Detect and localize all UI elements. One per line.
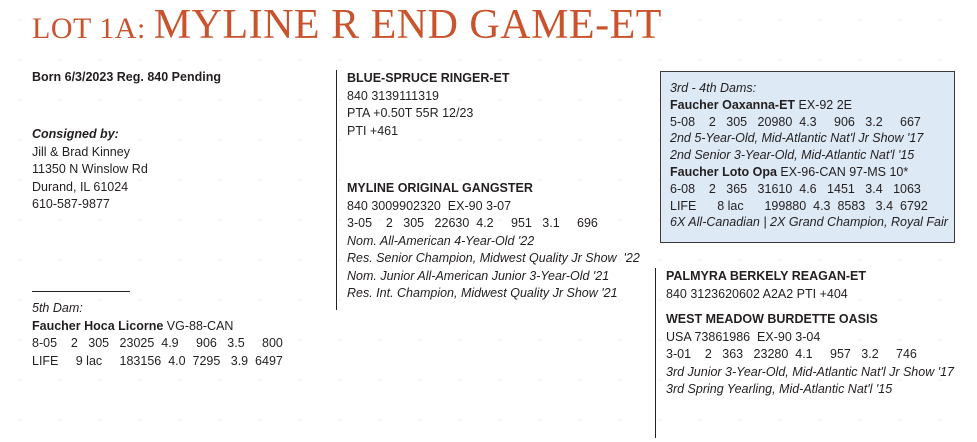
- animal-name: MYLINE R END GAME-ET: [153, 2, 662, 48]
- sire-name: BLUE-SPRUCE RINGER-ET: [347, 71, 510, 85]
- dam-side-column: [655, 268, 954, 438]
- sire-pta: PTA +0.50T 55R 12/23: [347, 106, 474, 120]
- granddam-sire-honor: 3rd Junior 3-Year-Old, Mid-Atlantic Nat'l Jr Show '17: [666, 364, 954, 379]
- granddam-sire-name: WEST MEADOW BURDETTE OASIS: [666, 312, 878, 326]
- spacer: [666, 303, 954, 311]
- sire-pti: PTI +461: [347, 123, 399, 138]
- dam2-lifetime: LIFE 8 lac 199880 4.3 8583 3.4 6792: [670, 198, 928, 213]
- dam2-name: Faucher Loto Opa: [670, 164, 777, 179]
- fifth-dam-classification: VG-88-CAN: [163, 318, 234, 333]
- mgs-record: 3-05 2 305 22630 4.2 951 3.1 696: [347, 216, 598, 230]
- mgs-name: MYLINE ORIGINAL GANGSTER: [347, 181, 533, 195]
- dam2-classification: EX-96-CAN 97-MS 10*: [776, 164, 909, 179]
- dam1-record: 5-08 2 305 20980 4.3 906 3.2 667: [670, 114, 921, 129]
- sire-block: [347, 70, 510, 140]
- consignor-heading: Consigned by:: [32, 127, 119, 141]
- fifth-dam-record: 8-05 2 305 23025 4.9 906 3.5 800: [32, 336, 283, 350]
- dam2-honor: 6X All-Canadian | 2X Grand Champion, Royal Fair: [670, 215, 948, 230]
- third-fourth-dams-box: [660, 71, 955, 243]
- fifth-dam-name: Faucher Hoca Licorne: [32, 318, 164, 333]
- mgs-reg: 840 3009902320 EX-90 3-07: [347, 198, 512, 213]
- fifth-dam-heading: 5th Dam:: [32, 301, 83, 315]
- consignor-phone: 610-587-9877: [32, 197, 110, 211]
- granddam-sire-honor: 3rd Spring Yearling, Mid-Atlantic Nat'l '15: [666, 382, 893, 396]
- sire-reg: 840 3139111319: [347, 88, 439, 103]
- dam-sire-name: PALMYRA BERKELY REAGAN-ET: [666, 269, 867, 283]
- birth-registration: Born 6/3/2023 Reg. 840 Pending: [32, 70, 221, 84]
- dam1-classification: EX-92 2E: [795, 97, 853, 112]
- divider: [32, 291, 130, 292]
- consignor-name: Jill & Brad Kinney: [32, 144, 130, 159]
- dam1-name: Faucher Oaxanna-ET: [670, 97, 796, 112]
- dam-sire-reg: 840 3123620602 A2A2 PTI +404: [666, 286, 848, 301]
- fifth-dam-lifetime: LIFE 9 lac 183156 4.0 7295 3.9 6497: [32, 353, 283, 368]
- granddam-sire-reg: USA 73861986 EX-90 3-04: [666, 329, 821, 344]
- dam2-record: 6-08 2 365 31610 4.6 1451 3.4 1063: [670, 181, 921, 196]
- fifth-dam-block: [32, 300, 283, 370]
- dam1-honor: 2nd Senior 3-Year-Old, Mid-Atlantic Nat'l '15: [670, 148, 915, 163]
- consignor-street: 11350 N Winslow Rd: [32, 162, 148, 176]
- dams-heading: 3rd - 4th Dams:: [670, 81, 757, 95]
- lot-number: LOT 1A:: [32, 12, 154, 45]
- mgs-honor: Res. Senior Champion, Midwest Quality Jr Show '22: [347, 251, 640, 265]
- mgs-honor: Nom. All-American 4-Year-Old '22: [347, 233, 535, 248]
- maternal-grandsire-block: [347, 180, 640, 303]
- lot-title: [32, 4, 662, 46]
- mgs-honor: Res. Int. Champion, Midwest Quality Jr Show '21: [347, 286, 618, 300]
- consignor-block: [32, 126, 148, 214]
- dam1-honor: 2nd 5-Year-Old, Mid-Atlantic Nat'l Jr Show '17: [670, 131, 924, 146]
- sire-column: [336, 70, 640, 310]
- granddam-sire-record: 3-01 2 363 23280 4.1 957 3.2 746: [666, 347, 917, 361]
- mgs-honor: Nom. Junior All-American Junior 3-Year-Old '21: [347, 268, 610, 283]
- consignor-city: Durand, IL 61024: [32, 179, 129, 194]
